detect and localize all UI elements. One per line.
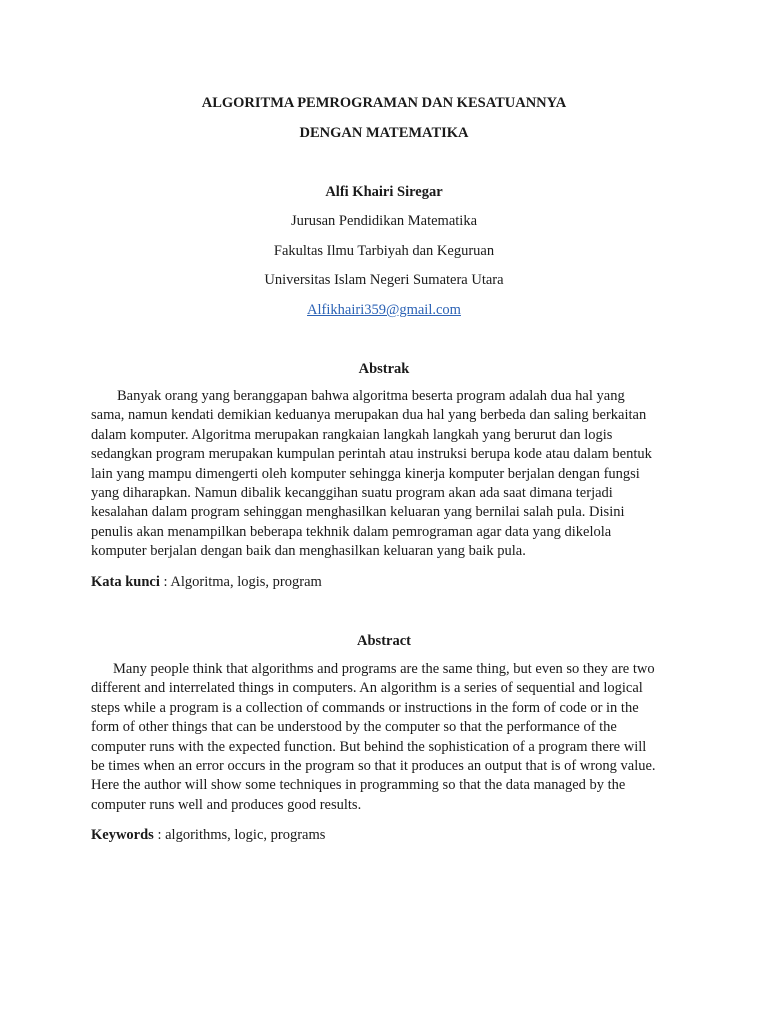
abstrak-line: penulis akan menampilkan beberapa tekhnik dalam pemrograman agar data yang dikelola	[91, 523, 612, 540]
abstract-keywords-label: Keywords	[91, 827, 154, 843]
abstract-line: be times when an error occurs in the program so that it produces an output that is of wrong value.	[91, 758, 656, 775]
abstrak-keywords	[91, 573, 322, 591]
title-line-2: DENGAN MATEMATIKA	[299, 125, 469, 141]
author-name: Alfi Khairi Siregar	[325, 184, 443, 200]
author-university: Universitas Islam Negeri Sumatera Utara	[264, 272, 504, 288]
abstract-line: form of other things that can be understood by the computer so that the performance of the	[91, 719, 617, 736]
abstrak-line: lain yang mampu dimengerti oleh komputer sehingga kinerja komputer berjalan dengan fungsi	[91, 465, 640, 482]
author-email-row	[0, 301, 768, 319]
abstrak-line: yang diharapkan. Namun dibalik kecanggihan suatu program akan ada saat dimana terjadi	[91, 485, 613, 502]
abstract-heading: Abstract	[357, 633, 411, 649]
abstrak-line: Banyak orang yang beranggapan bahwa algoritma beserta program adalah dua hal yang	[117, 388, 625, 404]
abstrak-line: kesalahan dalam program sehinggan menghasilkan keluaran yang bernilai salah pula. Disini	[91, 504, 625, 521]
author-faculty: Fakultas Ilmu Tarbiyah dan Keguruan	[273, 243, 495, 259]
abstract-keywords-value: : algorithms, logic, programs	[153, 827, 326, 843]
abstrak-line: sama, namun kendati demikian keduanya merupakan dua hal yang berbeda dan saling berkaitan	[91, 407, 647, 424]
abstract-line: different and interrelated things in computers. An algorithm is a series of sequential and logical	[91, 680, 643, 697]
abstract-line: computer runs with the expected function. But behind the sophistication of a program there will	[91, 738, 647, 755]
title-line-1: ALGORITMA PEMROGRAMAN DAN KESATUANNYA	[201, 95, 567, 111]
abstrak-line: sedangkan program merupakan kumpulan perintah atau instruksi berupa kode atau dalam bentuk	[91, 446, 652, 463]
abstract-line: Many people think that algorithms and programs are the same thing, but even so they are two	[113, 661, 655, 677]
abstrak-line: dalam komputer. Algoritma merupakan rangkaian langkah langkah yang berurut dan logis	[91, 426, 613, 443]
abstract-line: computer runs well and produces good results.	[91, 796, 362, 813]
abstrak-paragraph	[91, 387, 677, 562]
abstrak-heading: Abstrak	[358, 361, 410, 377]
abstract-line: steps while a program is a collection of commands or instructions in the form of code or in the	[91, 699, 639, 716]
abstract-keywords	[91, 826, 325, 844]
abstrak-keywords-label: Kata kunci	[91, 574, 160, 590]
abstract-line: Here the author will show some techniques in programming so that the data managed by the	[91, 777, 626, 794]
abstrak-keywords-value: : Algoritma, logis, program	[159, 574, 322, 590]
author-department: Jurusan Pendidikan Matematika	[290, 213, 478, 229]
abstract-paragraph	[91, 660, 677, 815]
author-email-link[interactable]: Alfikhairi359@gmail.com	[307, 302, 461, 318]
abstrak-line: komputer berjalan dengan baik dan menghasilkan keluaran yang baik pula.	[91, 543, 526, 560]
